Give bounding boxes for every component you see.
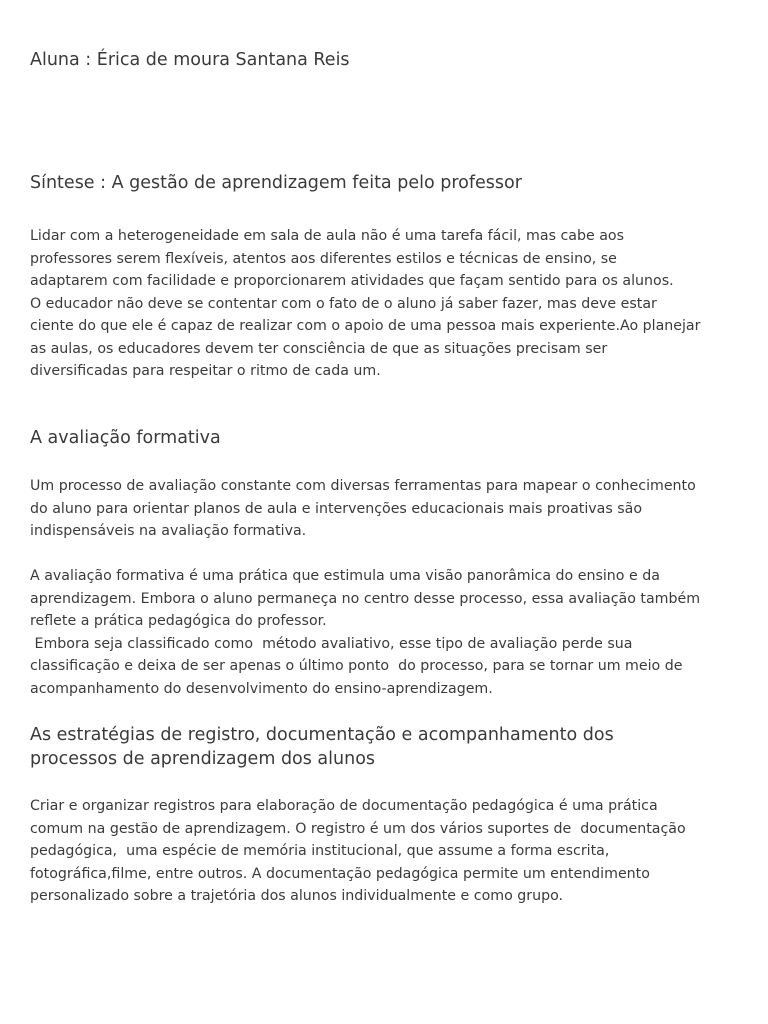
paragraph-line: Um processo de avaliação constante com diversas ferramentas para mapear o conhecimento [30, 478, 696, 494]
paragraph-line: fotográfica,filme, entre outros. A documentação pedagógica permite um entendimento [30, 865, 650, 882]
paragraph-line: ciente do que ele é capaz de realizar com o apoio de uma pessoa mais experiente.Ao planejar [30, 318, 701, 334]
paragraph-line: diversificadas para respeitar o ritmo de cada um. [30, 363, 381, 379]
paragraph-line: reflete a prática pedagógica do professor. [30, 613, 327, 629]
paragraph-line: pedagógica, uma espécie de memória institucional, que assume a forma escrita, [30, 843, 610, 859]
paragraph-line: acompanhamento do desenvolvimento do ensino-aprendizagem. [30, 680, 493, 697]
paragraph-line: adaptarem com facilidade e proporcionarem atividades que façam sentido para os alunos. [30, 273, 674, 289]
paragraph-line: professores serem flexíveis, atentos aos diferentes estilos e técnicas de ensino, se [30, 250, 617, 267]
paragraph-line: O educador não deve se contentar com o fato de o aluno já saber fazer, mas deve estar [30, 295, 657, 312]
title-line: processos de aprendizagem dos alunos [30, 749, 376, 769]
paragraph-line: do aluno para orientar planos de aula e intervenções educacionais mais proativas são [30, 500, 643, 517]
estrategias-title [30, 723, 750, 771]
avaliacao-title: A avaliação formativa [30, 428, 221, 448]
paragraph-line: Lidar com a heterogeneidade em sala de aula não é uma tarefa fácil, mas cabe aos [30, 228, 624, 244]
paragraph-line: Embora seja classificado como método avaliativo, esse tipo de avaliação perde sua [30, 635, 633, 652]
estrategias-paragraph [30, 795, 744, 908]
paragraph-line: aprendizagem. Embora o aluno permaneça no centro desse processo, essa avaliação também [30, 590, 701, 607]
sintese-paragraph [30, 225, 744, 383]
paragraph-line: as aulas, os educadores devem ter consciência de que as situações precisam ser [30, 340, 608, 357]
paragraph-line: classificação e deixa de ser apenas o último ponto do processo, para se tornar um meio de [30, 658, 683, 674]
avaliacao-paragraph-1 [30, 475, 744, 543]
title-line: As estratégias de registro, documentação e acompanhamento dos [30, 725, 614, 745]
paragraph-line: indispensáveis na avaliação formativa. [30, 523, 307, 539]
sintese-title: Síntese : A gestão de aprendizagem feita pelo professor [30, 173, 522, 193]
paragraph-line: comum na gestão de aprendizagem. O registro é um dos vários suportes de documentação [30, 820, 686, 837]
avaliacao-paragraph-2 [30, 565, 744, 700]
paragraph-line: A avaliação formativa é uma prática que estimula uma visão panorâmica do ensino e da [30, 568, 660, 584]
paragraph-line: personalizado sobre a trajetória dos alunos individualmente e como grupo. [30, 888, 564, 904]
paragraph-line: Criar e organizar registros para elaboração de documentação pedagógica é uma prática [30, 798, 658, 814]
student-name-heading: Aluna : Érica de moura Santana Reis [30, 50, 350, 70]
